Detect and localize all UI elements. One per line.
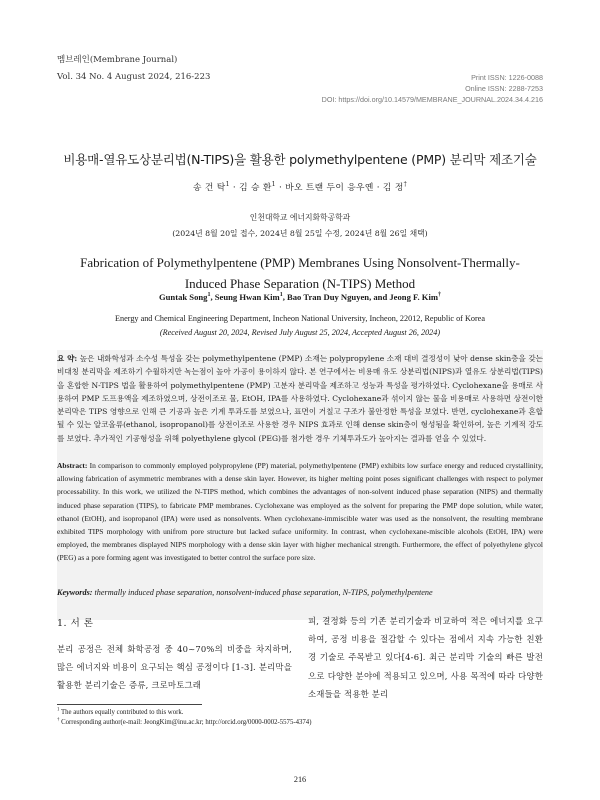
footnote-1 bbox=[57, 708, 543, 718]
english-author-1: Guntak Song bbox=[158, 292, 208, 302]
journal-name: 멤브레인(Membrane Journal) bbox=[57, 55, 178, 65]
author-mark: 1 bbox=[279, 292, 283, 299]
section-heading: 1. 서 론 bbox=[57, 618, 94, 629]
korean-author-3: · 바오 트랜 두이 응우옌 · 김 정 bbox=[275, 183, 404, 193]
english-abstract bbox=[57, 459, 543, 565]
korean-dates: (2024년 8월 20일 접수, 2024년 8월 25일 수정, 2024년 8월 26일 채택) bbox=[172, 229, 428, 238]
korean-authors bbox=[0, 180, 600, 193]
footnote-2-text: Corresponding author(e-mail: JeongKim@inu.ac.kr; http://orcid.org/0000-0002-5575-4374) bbox=[59, 719, 312, 726]
print-issn: Print ISSN: 1226-0088 bbox=[471, 73, 543, 82]
body-left-column: 분리 공정은 전체 화학공정 중 40~70%의 비중을 차지하며, 많은 에너지와 비용이 요구되는 핵심 공정이다 [1-3]. 분리막을 활용한 분리기술은 증류, 크로마토그래 bbox=[57, 644, 292, 691]
korean-author-1: 송 건 탁 bbox=[192, 183, 226, 193]
english-abstract-text: In comparison to commonly employed polypropylene (PP) material, polymethylpentene (PMP) exhibits low surface energy and reduced crystallinity, allowing fabrication of asymmetric membranes with a dense skin layer. However, its higher melting point poses significant challenges with respect to polymer processability. In this work, we utilized the N-TIPS method, which combines the advantages of non-solvent induced phase separation (NIPS) and thermally induced phase separation (TIPS), to fabricate PMP membranes. Cyclohexane was employed as the solvent for preparing the PMP dope solution, while water, ethanol (EtOH), and isopropanol (IPA) were used as nonsolvents. When cyclohexane-immiscible water was used as the nonsolvent, the resulting membrane exhibited TIPS morphology with unifrom pore structure but lacked suface uniformity. In contrast, when cyclohexane-miscible alcohols (EtOH, IPA) were employed, the membranes displayed NIPS morphology with a dense skin layer with higher mechanical strength. Furthermore, the effect of polyethylene glycol (PEG) as a pore forming agent was investigated to better control the surface pore size. bbox=[57, 461, 543, 563]
english-dates: (Received August 20, 2024, Revised July August 25, 2024, Accepted August 26, 2024) bbox=[159, 328, 441, 337]
english-title: Fabrication of Polymethylpentene (PMP) Membranes Using Nonsolvent-Thermally-Induced Phase Separation (N-TIPS) Method bbox=[80, 255, 520, 291]
journal-header bbox=[57, 52, 210, 86]
footnote-2 bbox=[57, 718, 543, 728]
author-mark: 1 bbox=[207, 292, 211, 299]
author-mark: 1 bbox=[225, 181, 230, 189]
keywords-label: Keywords: bbox=[57, 588, 93, 597]
korean-abstract-label: 요 약: bbox=[57, 354, 78, 363]
author-mark: 1 bbox=[271, 181, 276, 189]
english-affiliation: Energy and Chemical Engineering Department, Incheon National University, Incheon, 22012, Republic of Korea bbox=[115, 314, 485, 323]
footnote-mark: 1 bbox=[57, 707, 60, 713]
doi-link[interactable]: DOI: https://doi.org/10.14579/MEMBRANE_JOURNAL.2024.34.4.216 bbox=[321, 95, 543, 104]
english-authors bbox=[0, 292, 600, 302]
journal-volume: Vol. 34 No. 4 August 2024, 216-223 bbox=[57, 72, 211, 82]
english-abstract-label: Abstract: bbox=[57, 461, 88, 470]
korean-author-2: · 김 승 환 bbox=[229, 183, 272, 193]
footnote-mark: † bbox=[57, 717, 60, 723]
online-issn: Online ISSN: 2288-7253 bbox=[465, 84, 543, 93]
body-right-column: 피, 결정화 등의 기존 분리기술과 비교하여 적은 에너지를 요구하여, 공정 비용을 절감할 수 있다는 점에서 지속 가능한 친환경 기술로 주목받고 있다[4-6]. 최근 분리막 기술의 빠른 발전으로 다양한 분야에 적용되고 있으며, 사용 목적에 따라 다양한 소재들을 적용한 분리 bbox=[308, 616, 543, 699]
author-mark: † bbox=[438, 292, 442, 299]
footnote-divider bbox=[57, 704, 202, 705]
english-author-3: , Bao Tran Duy Nguyen, and Jeong F. Kim bbox=[282, 292, 439, 302]
korean-abstract-text: 높은 내화학성과 소수성 특성을 갖는 polymethylpentene (PMP) 소재는 polypropylene 소재 대비 결정성이 낮아 dense skin층을 갖는 비대칭 분리막을 제조하기 수월하지만 녹는점이 높아 가공이 용이하지 않다. 본 연구에서는 비용매 유도 상분리법(NIPS)과 열유도 상분리법(TIPS)을 혼합한 N-TIPS 법을 활용하여 polymethylpentene (PMP) 고분자 분리막을 제조하고 성능과 특성을 평가하였다. Cyclohexane을 용매로 사용하여 PMP 도프용액을 제조하였으며, 상전이조로 물, EtOH, IPA를 사용하였다. Cyclohexane과 섞이지 않는 물을 비용매로 사용하면 상전이한 분리막은 TIPS 영향으로 인해 큰 기공과 높은 기계 투과도를 보였으나, 표면이 거칠고 구조가 불안정한 특성을 보였다. 반면, cyclohexane과 혼합될 수 있는 알코올류(ethanol, isopropanol)를 상전이조로 사용한 경우 NIPS 효과로 인해 dense skin층이 형성됨을 확인하여, 높은 기계적 강도를 보였다. 추가적인 기공형성을 위해 polyethylene glycol (PEG)를 첨가한 경우 기체투과도가 높아지는 결과를 얻을 수 있었다. bbox=[57, 354, 543, 443]
page-number: 216 bbox=[293, 775, 307, 784]
english-author-2: , Seung Hwan Kim bbox=[210, 292, 280, 302]
author-mark: † bbox=[403, 181, 408, 189]
keywords bbox=[57, 588, 543, 597]
issn-block bbox=[322, 72, 543, 105]
korean-title: 비용매-열유도상분리법(N-TIPS)을 활용한 polymethylpentene (PMP) 분리막 제조기술 bbox=[63, 152, 537, 167]
korean-affiliation: 인천대학교 에너지화학공학과 bbox=[249, 213, 351, 222]
footnote-1-text: The authors equally contributed to this work. bbox=[59, 709, 184, 716]
keywords-text: thermally induced phase separation, nonsolvent-induced phase separation, N-TIPS, polymethylpentene bbox=[92, 588, 433, 597]
korean-abstract bbox=[57, 352, 543, 445]
